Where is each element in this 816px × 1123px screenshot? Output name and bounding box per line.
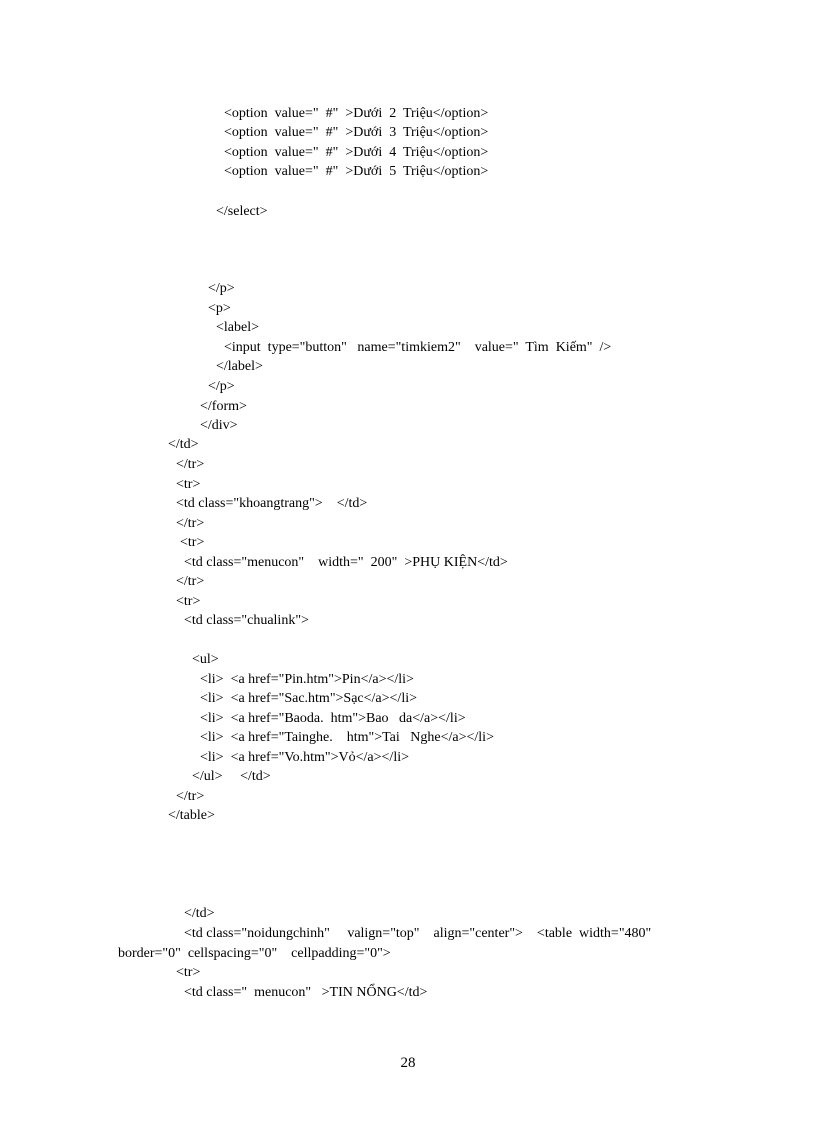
code-line: <option value=" #" >Dưới 5 Triệu</option>	[224, 164, 489, 179]
code-line: </select>	[216, 204, 268, 219]
code-line: <option value=" #" >Dưới 4 Triệu</option>	[224, 145, 489, 160]
code-line: <td class="noidungchinh" valign="top" align="center"> <table width="480"	[184, 926, 652, 941]
code-line: </tr>	[176, 457, 205, 472]
code-line: <td class="menucon" width=" 200" >PHỤ KIỆN</td>	[184, 555, 508, 570]
code-line: <p>	[208, 301, 231, 316]
code-line: <li> <a href="Pin.htm">Pin</a></li>	[200, 672, 414, 687]
code-line: <input type="button" name="timkiem2" value=" Tìm Kiếm" />	[224, 340, 612, 355]
code-line: <td class="khoangtrang"> </td>	[176, 496, 368, 511]
code-line: </tr>	[176, 574, 205, 589]
code-line: <tr>	[176, 594, 201, 609]
code-line: <ul>	[192, 652, 219, 667]
code-line: border="0" cellspacing="0" cellpadding="0">	[118, 946, 391, 961]
code-line: </p>	[208, 281, 235, 296]
code-line: <option value=" #" >Dưới 3 Triệu</option>	[224, 125, 489, 140]
code-line: </ul> </td>	[192, 769, 271, 784]
code-line: <tr>	[180, 535, 205, 550]
code-line: <tr>	[176, 965, 201, 980]
code-line: <td class="chualink">	[184, 613, 309, 628]
code-line: <li> <a href="Vo.htm">Vỏ</a></li>	[200, 750, 409, 765]
code-line: </tr>	[176, 789, 205, 804]
code-line: <label>	[216, 320, 259, 335]
code-line: </label>	[216, 359, 263, 374]
code-line: </tr>	[176, 516, 205, 531]
code-line: </table>	[168, 808, 215, 823]
code-line: <td class=" menucon" >TIN NỔNG</td>	[184, 985, 428, 1000]
code-line: <li> <a href="Baoda. htm">Bao da</a></li>	[200, 711, 466, 726]
code-line: <li> <a href="Sac.htm">Sạc</a></li>	[200, 691, 417, 706]
code-line: <tr>	[176, 477, 201, 492]
code-line: <li> <a href="Tainghe. htm">Tai Nghe</a></li>	[200, 730, 494, 745]
page-number: 28	[400, 1055, 416, 1071]
code-line: </td>	[184, 906, 215, 921]
code-line: </form>	[200, 399, 247, 414]
code-line: </p>	[208, 379, 235, 394]
code-line: </div>	[200, 418, 238, 433]
code-line: </td>	[168, 437, 199, 452]
code-line: <option value=" #" >Dưới 2 Triệu</option>	[224, 106, 489, 121]
